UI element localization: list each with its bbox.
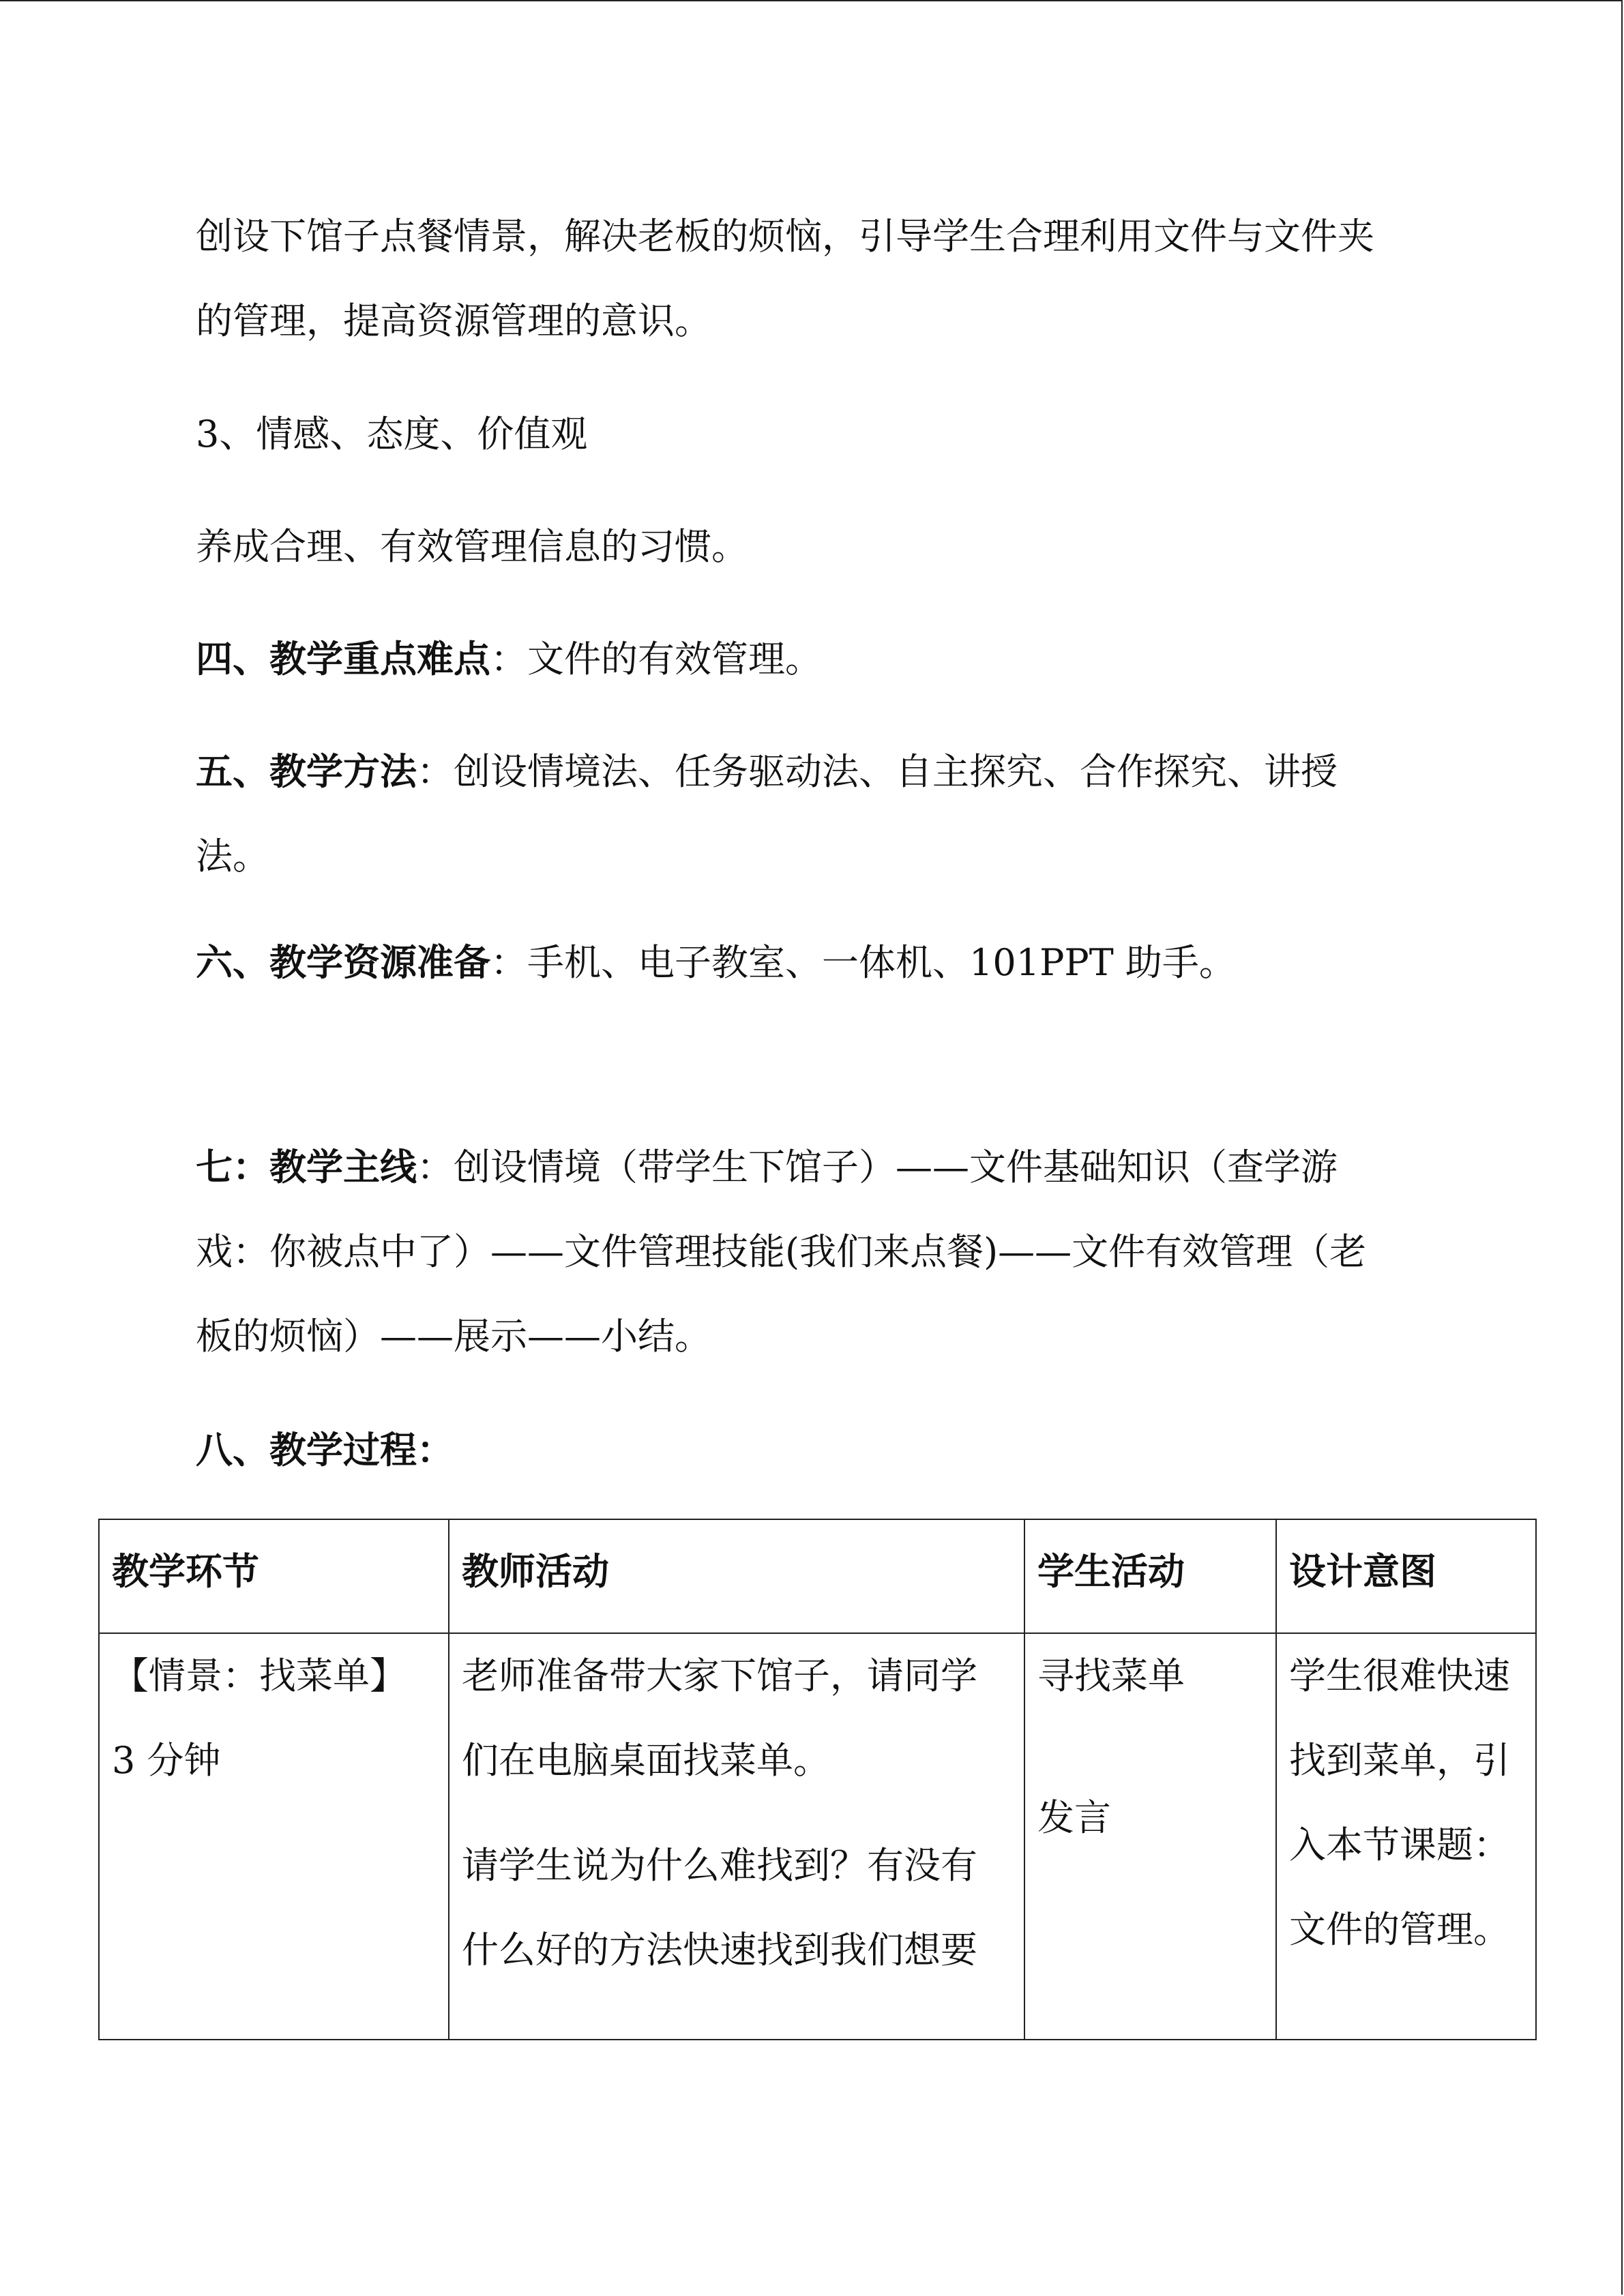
student-line-2: 发言 <box>1037 1796 1111 1839</box>
teacher-line-4: 什么好的方法快速找到我们想要 <box>462 1928 977 1971</box>
mainline-text-3: 板的烦恼）——展示——小结。 <box>196 1315 711 1358</box>
methods-label: 五、教学方法 <box>196 750 417 793</box>
paragraph-resources <box>196 921 1464 1005</box>
methods-text-2: 法。 <box>196 835 269 878</box>
methods-text-1: ：创设情境法、任务驱动法、自主探究、合作探究、讲授 <box>417 750 1338 793</box>
cell-student-activity <box>1024 1633 1276 2040</box>
teacher-line-2: 们在电脑桌面找菜单。 <box>462 1739 830 1782</box>
header-teacher-activity: 教师活动 <box>449 1519 1024 1633</box>
resources-text: ：手机、电子教室、一体机、101PPT 助手。 <box>490 941 1236 984</box>
intent-line-3: 入本节课题： <box>1289 1823 1510 1866</box>
table-row <box>99 1633 1536 2040</box>
process-heading-label: 八、教学过程： <box>196 1429 454 1472</box>
stage-title: 【情景：找菜单】 <box>112 1654 407 1697</box>
key-points-label: 四、教学重点难点 <box>196 638 490 681</box>
student-line-1: 寻找菜单 <box>1037 1654 1185 1697</box>
teacher-line-1: 老师准备带大家下馆子，请同学 <box>462 1654 977 1697</box>
intent-line-1: 学生很难快速 <box>1289 1654 1510 1697</box>
intent-line-2: 找到菜单，引 <box>1289 1739 1510 1782</box>
mainline-label: 七：教学主线 <box>196 1146 417 1189</box>
scenario-line-2: 的管理，提高资源管理的意识。 <box>196 299 711 342</box>
header-stage: 教学环节 <box>99 1519 449 1633</box>
paragraph-scenario <box>196 194 1464 363</box>
table-header-row <box>99 1519 1536 1633</box>
cell-design-intent <box>1276 1633 1536 2040</box>
key-points-text: ：文件的有效管理。 <box>490 638 822 681</box>
stage-duration: 3 分钟 <box>112 1739 221 1782</box>
paragraph-process-heading <box>196 1408 1464 1493</box>
paragraph-habit: 养成合理、有效管理信息的习惯。 <box>196 525 748 568</box>
intent-line-4: 文件的管理。 <box>1289 1908 1510 1951</box>
header-student-activity: 学生活动 <box>1024 1519 1276 1633</box>
cell-teacher-activity <box>449 1633 1024 2040</box>
cell-stage <box>99 1633 449 2040</box>
paragraph-mainline <box>196 1125 1464 1379</box>
mainline-text-2: 戏：你被点中了）——文件管理技能(我们来点餐)——文件有效管理（老 <box>196 1230 1367 1273</box>
paragraph-key-points <box>196 617 1464 702</box>
paragraph-methods <box>196 730 1464 899</box>
paragraph-emotion-heading: 3、情感、态度、价值观 <box>196 413 588 456</box>
scenario-line-1: 创设下馆子点餐情景，解决老板的烦恼，引导学生合理利用文件与文件夹 <box>196 215 1374 258</box>
teacher-line-3: 请学生说为什么难找到？有没有 <box>462 1844 977 1887</box>
mainline-text-1: ：创设情境（带学生下馆子）——文件基础知识（查学游 <box>417 1146 1338 1189</box>
header-design-intent: 设计意图 <box>1276 1519 1536 1633</box>
teaching-process-table <box>98 1519 1537 2040</box>
resources-label: 六、教学资源准备 <box>196 941 490 984</box>
